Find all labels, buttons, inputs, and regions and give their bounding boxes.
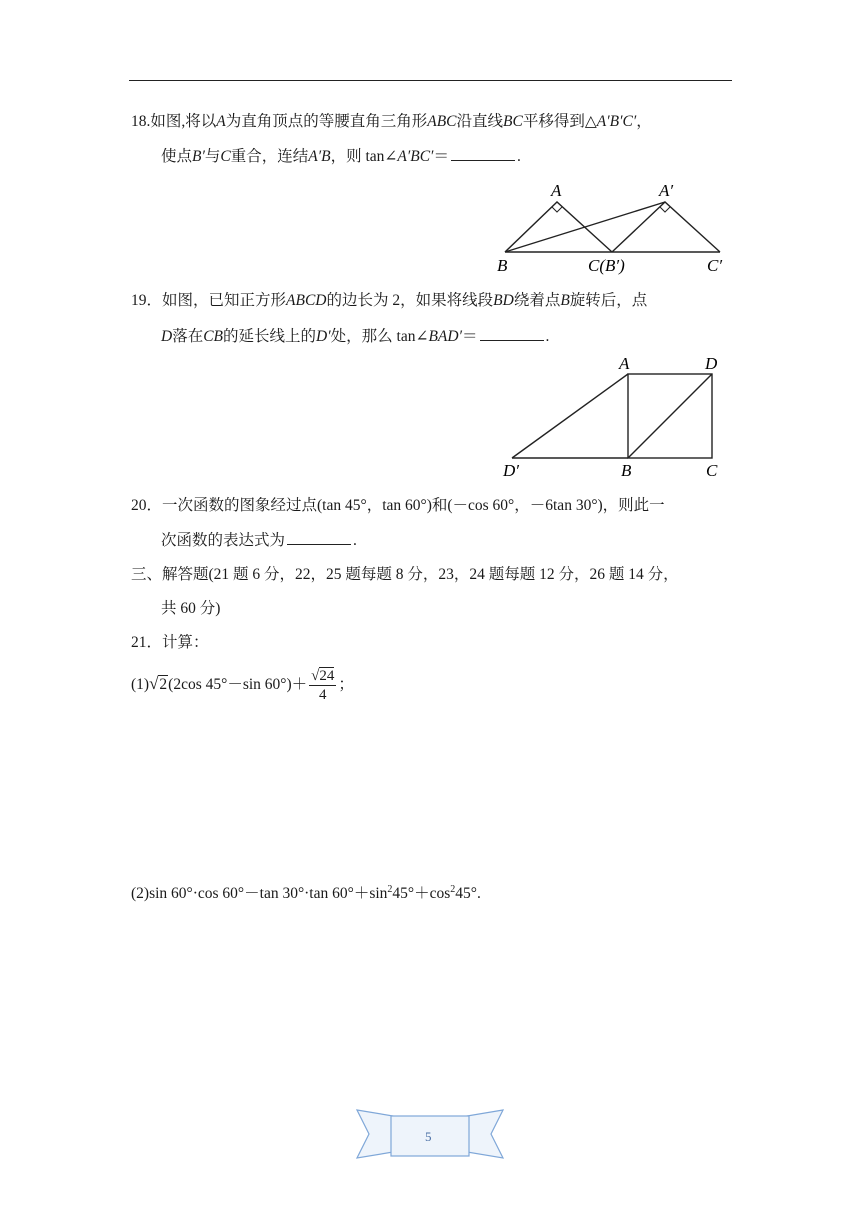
- q18-line2: 使点B′与C重合，连结A′B，则 tan∠A′BC′＝ .: [161, 148, 521, 165]
- q21-p1-fraction: $\frac{√24}{4}$: [311, 667, 335, 703]
- section3-heading-cont: 共 60 分): [161, 600, 221, 617]
- q19-label-C: C: [706, 461, 718, 480]
- q18-label-C-B-prime: C(B′): [588, 256, 625, 275]
- q18-figure: [490, 175, 735, 280]
- q18-number: 18.: [131, 113, 151, 130]
- q19-number: 19．: [131, 292, 163, 309]
- section3-heading: 三、解答题(21 题 6 分，22，25 题每题 8 分，23，24 题每题 12 分，26 题 14 分，: [131, 566, 679, 583]
- q19-figure: [495, 350, 735, 485]
- q21-part2: (2)sin 60°·cos 60°－tan 30°·tan $60^\circ+\sin^245^\circ+\cos^245^\circ$.: [131, 884, 481, 903]
- header-rule: [129, 80, 732, 81]
- q21-part1: (1)√2(2cos 45°－sin 60°)＋ $\frac{√24}{4}$ ；: [131, 667, 354, 703]
- q19-label-D-prime: D′: [503, 461, 519, 480]
- q19-label-A: A: [619, 354, 630, 373]
- q20-answer-blank: [287, 530, 351, 545]
- q18-label-A: A: [551, 181, 562, 200]
- q19-label-B: B: [621, 461, 632, 480]
- q21-title: 21．计算：: [131, 634, 209, 651]
- q19-label-D: D: [705, 354, 718, 373]
- q18-answer-blank: [451, 146, 515, 161]
- q20-number: 20．: [131, 497, 163, 514]
- q19-answer-blank: [480, 326, 544, 341]
- q18-label-C-prime: C′: [707, 256, 723, 275]
- q20-line2: 次函数的表达式为 .: [161, 532, 357, 549]
- page-number: 5: [425, 1129, 432, 1144]
- q18-label-A-prime: A′: [659, 181, 674, 200]
- q18-line1: 18.如图,将以A为直角顶点的等腰直角三角形ABC沿直线BC平移得到△A′B′C′，: [131, 113, 652, 130]
- q19-line1: 19．如图，已知正方形ABCD的边长为 2，如果将线段BD绕着点B旋转后，点: [131, 292, 648, 309]
- q19-line2: D落在CB的延长线上的D′处，那么 tan∠BAD′＝ .: [161, 328, 550, 345]
- q21-p1-sqrt: √2: [149, 674, 168, 693]
- q20-line1: 20．一次函数的图象经过点(tan 45°，tan 60°)和(－cos 60°，－6tan 30°)，则此一: [131, 497, 665, 514]
- q18-label-B: B: [497, 256, 508, 275]
